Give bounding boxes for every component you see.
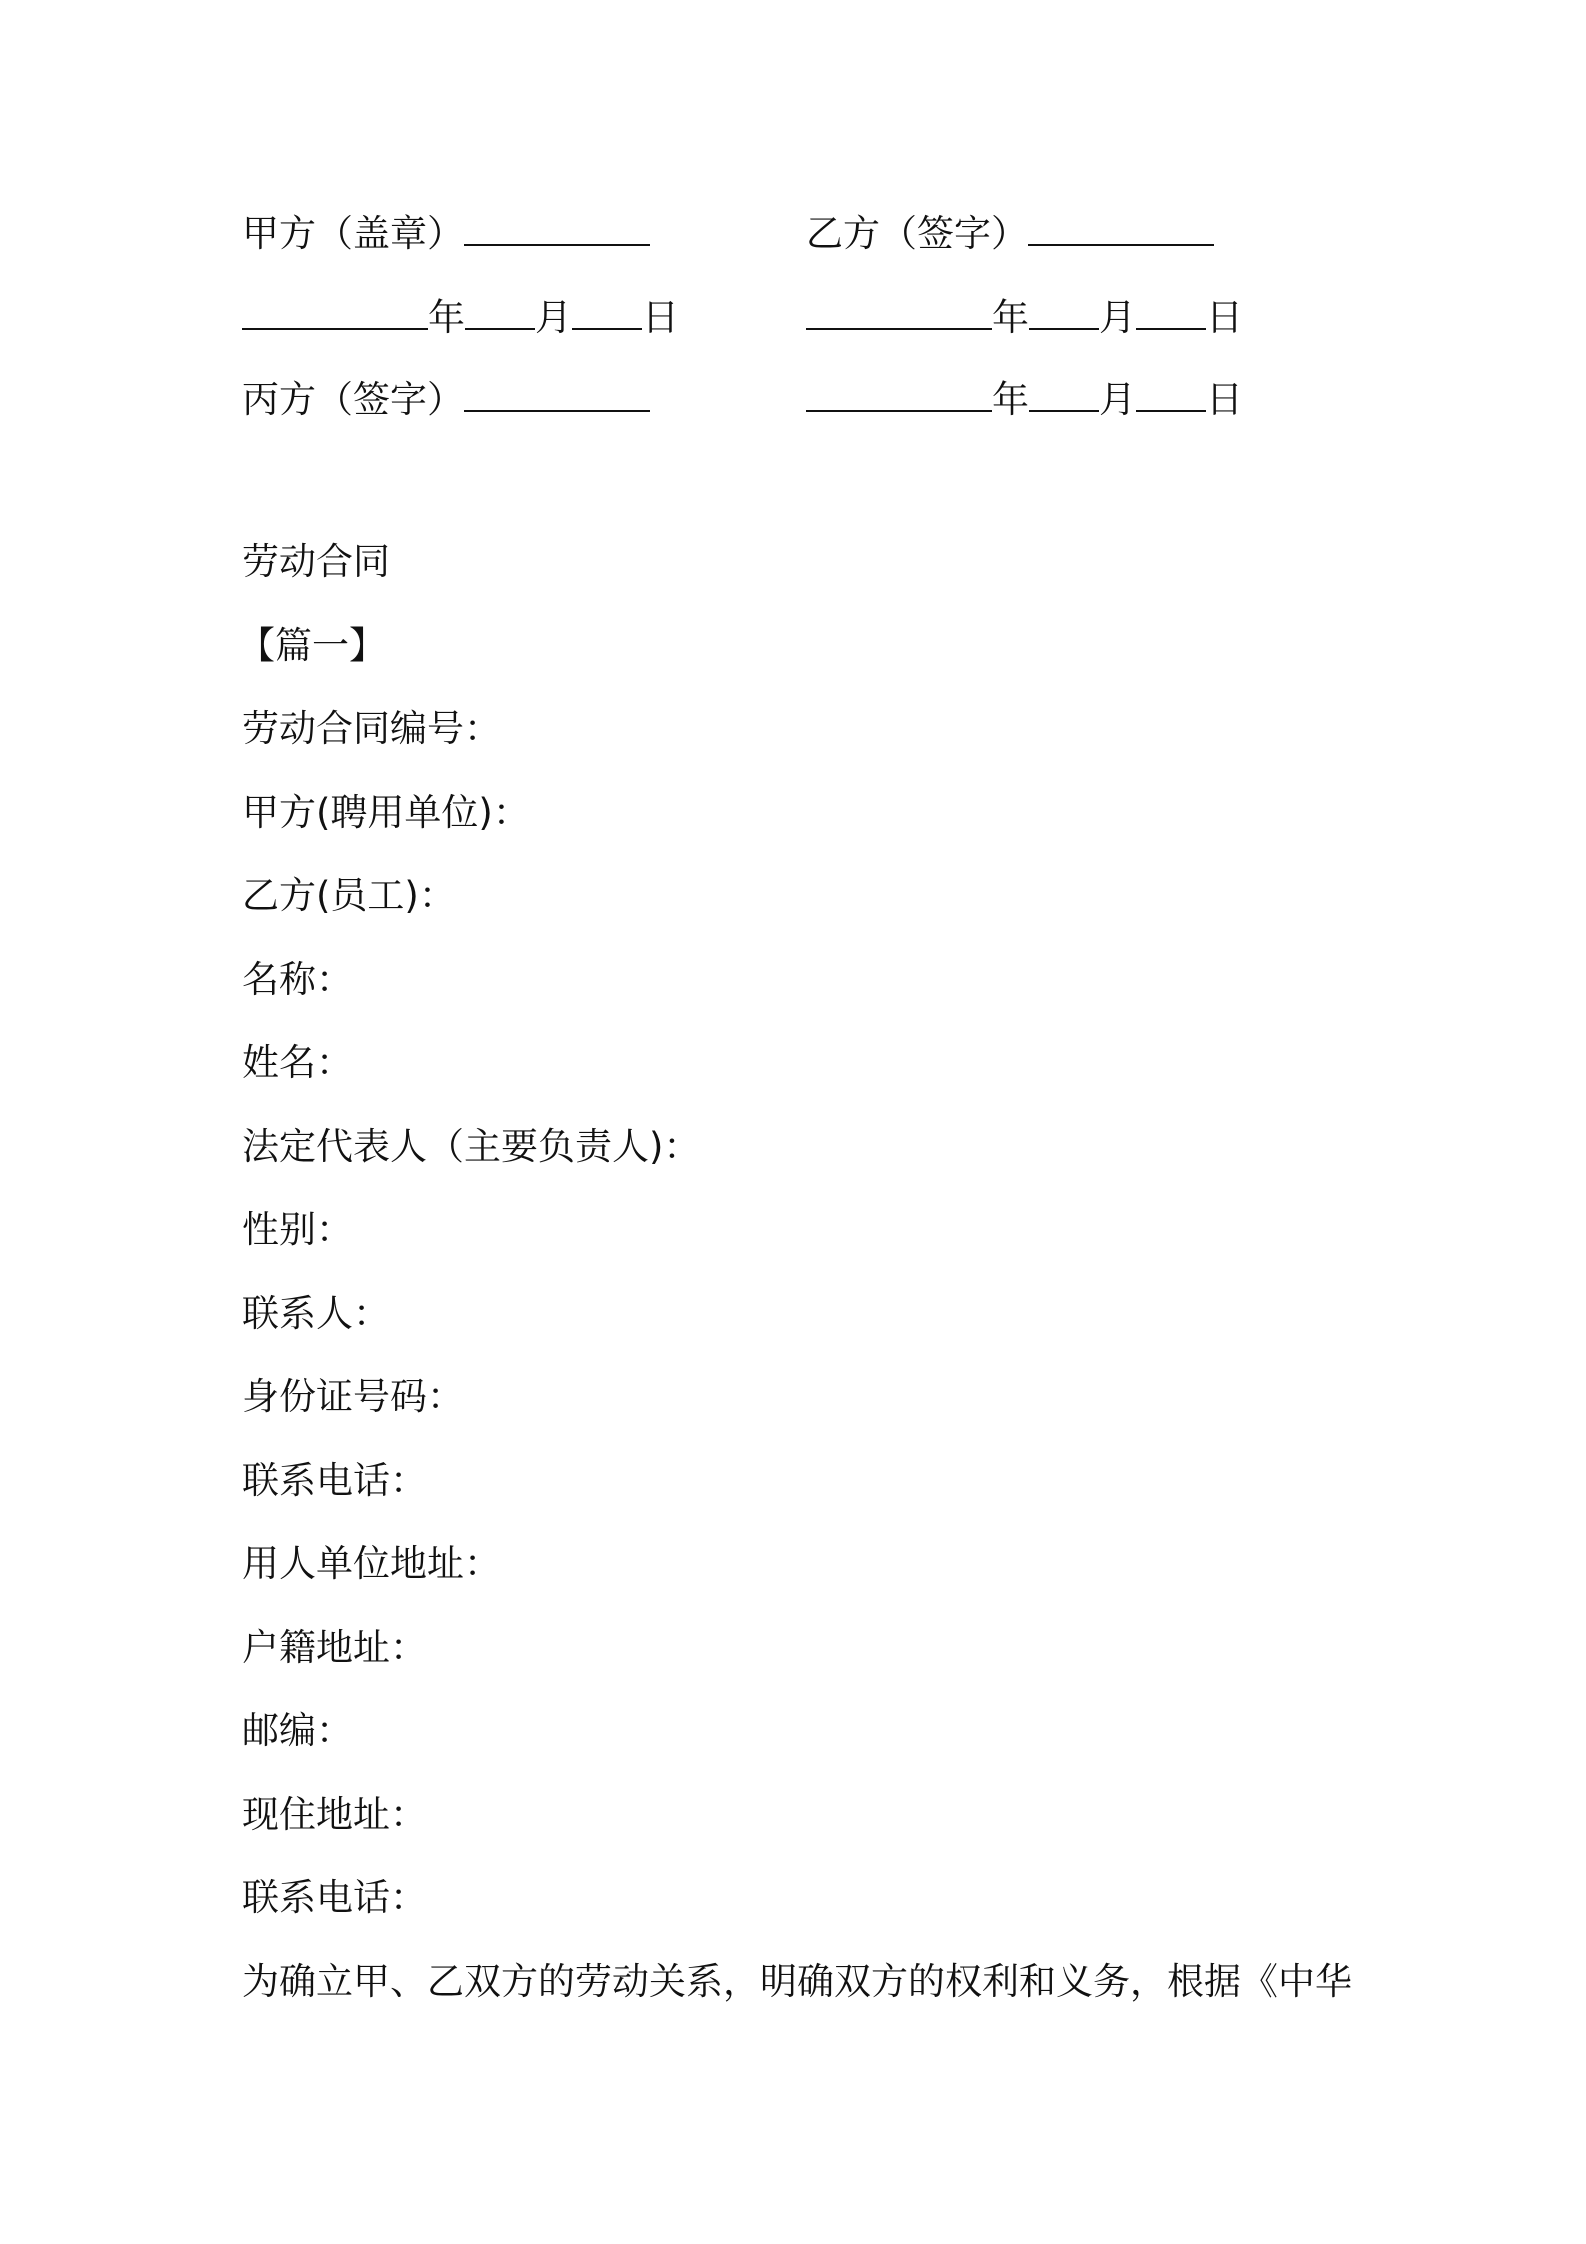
party-c-blank <box>464 374 650 412</box>
field-contact-phone-2: 联系电话： <box>242 1876 427 1919</box>
field-person-name: 姓名： <box>242 1041 353 1084</box>
day-blank <box>1136 292 1206 330</box>
party-a-blank <box>464 208 650 246</box>
party-a-label: 甲方（盖章） <box>242 212 464 255</box>
party-a-date-line <box>242 292 679 339</box>
day-blank <box>1136 374 1206 412</box>
party-b-signature-line <box>806 208 1214 255</box>
field-current-address: 现住地址： <box>242 1793 427 1836</box>
day-label: 日 <box>1206 378 1243 421</box>
day-label: 日 <box>1206 296 1243 339</box>
year-label: 年 <box>428 296 465 339</box>
month-label: 月 <box>535 296 572 339</box>
field-gender: 性别： <box>242 1208 353 1251</box>
field-contact-phone: 联系电话： <box>242 1459 427 1502</box>
year-label: 年 <box>992 296 1029 339</box>
section-heading: 【篇一】 <box>238 624 386 667</box>
month-blank <box>1029 292 1099 330</box>
field-id-number: 身份证号码： <box>242 1375 464 1418</box>
contract-paragraph: 为确立甲、乙双方的劳动关系，明确双方的权利和义务，根据《中华 <box>242 1960 1352 2003</box>
month-label: 月 <box>1099 296 1136 339</box>
field-name: 名称： <box>242 958 353 1001</box>
party-c-signature-line <box>242 374 650 421</box>
party-b-label: 乙方（签字） <box>806 212 1028 255</box>
day-label: 日 <box>642 296 679 339</box>
party-a-signature-line <box>242 208 650 255</box>
year-blank <box>806 374 992 412</box>
field-contact-person: 联系人： <box>242 1292 390 1335</box>
day-blank <box>572 292 642 330</box>
party-c-date-line <box>806 374 1243 421</box>
month-blank <box>1029 374 1099 412</box>
party-b-date-line <box>806 292 1243 339</box>
field-legal-representative: 法定代表人（主要负责人)： <box>242 1125 701 1168</box>
field-employer-address: 用人单位地址： <box>242 1542 501 1585</box>
year-label: 年 <box>992 378 1029 421</box>
field-household-address: 户籍地址： <box>242 1626 427 1669</box>
field-postal-code: 邮编： <box>242 1709 353 1752</box>
year-blank <box>806 292 992 330</box>
field-employer: 甲方(聘用单位)： <box>242 791 530 834</box>
field-contract-number: 劳动合同编号： <box>242 707 501 750</box>
contract-title: 劳动合同 <box>242 540 390 583</box>
year-blank <box>242 292 428 330</box>
party-c-label: 丙方（签字） <box>242 378 464 421</box>
month-label: 月 <box>1099 378 1136 421</box>
party-b-blank <box>1028 208 1214 246</box>
field-employee: 乙方(员工)： <box>242 874 456 917</box>
month-blank <box>465 292 535 330</box>
